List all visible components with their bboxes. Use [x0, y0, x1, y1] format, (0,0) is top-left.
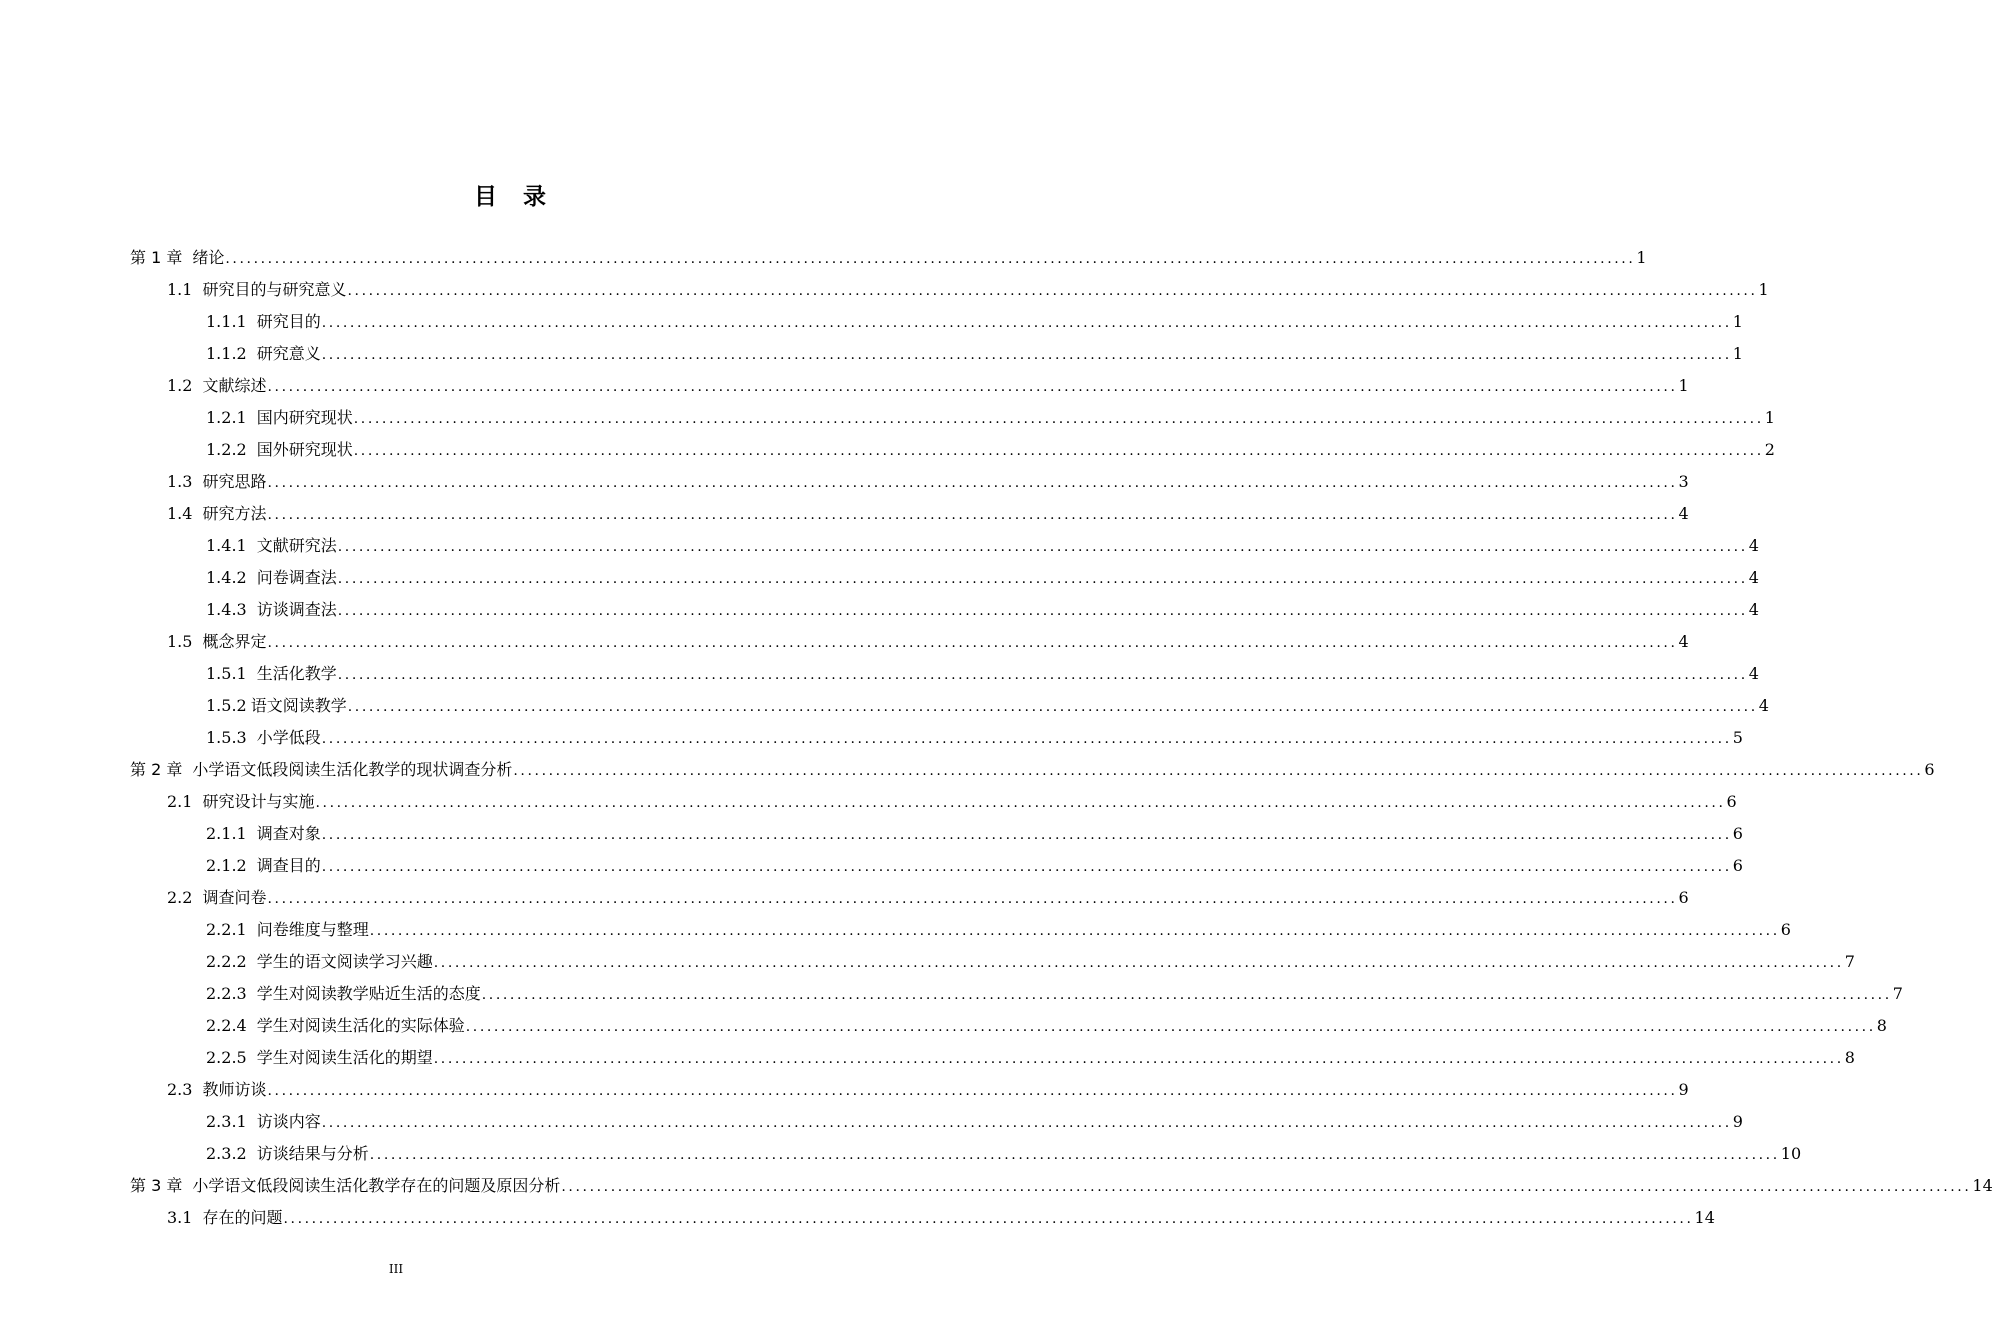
toc-entry-number: 1.5.2	[206, 696, 247, 715]
toc-entry[interactable]	[206, 562, 1759, 594]
dot-leader: ........................................................................................................................................................................................................	[225, 251, 1636, 267]
dot-leader: ........................................................................................................................................................................................................	[513, 763, 1924, 779]
toc-entry-number: 第 3 章	[130, 1176, 183, 1195]
toc-entry-label: 学生对阅读生活化的期望	[256, 1048, 433, 1067]
toc-entry[interactable]	[206, 1106, 1743, 1138]
toc-entry-label: 调查目的	[256, 856, 321, 875]
toc-entry-label: 访谈内容	[256, 1112, 321, 1131]
dot-leader: ........................................................................................................................................................................................................	[369, 923, 1780, 939]
toc-entry-label: 概念界定	[202, 632, 267, 651]
toc-entry[interactable]	[167, 1074, 1689, 1106]
dot-leader: ........................................................................................................................................................................................................	[353, 411, 1764, 427]
toc-entry-page: 8	[1844, 1048, 1855, 1067]
toc-entry-number: 1.4.3	[206, 600, 247, 619]
toc-entry-number: 1.2	[167, 376, 193, 395]
toc-entry-label: 学生对阅读教学贴近生活的态度	[256, 984, 481, 1003]
dot-leader: ........................................................................................................................................................................................................	[267, 475, 1678, 491]
toc-entry-page: 7	[1892, 984, 1903, 1003]
toc-entry-number: 1.4	[167, 504, 193, 523]
toc-entry-page: 4	[1758, 696, 1769, 715]
toc-entry[interactable]	[167, 274, 1769, 306]
toc-entry-page: 6	[1678, 888, 1689, 907]
dot-leader: ........................................................................................................................................................................................................	[337, 571, 1748, 587]
toc-entry-page: 4	[1748, 568, 1759, 587]
toc-entry[interactable]	[206, 914, 1791, 946]
toc-entry[interactable]	[206, 1010, 1887, 1042]
toc-entry-number: 1.3	[167, 472, 193, 491]
dot-leader: ........................................................................................................................................................................................................	[267, 891, 1678, 907]
toc-entry-number: 1.4.2	[206, 568, 247, 587]
toc-entry-page: 14	[1694, 1208, 1715, 1227]
toc-entry-label: 研究思路	[202, 472, 267, 491]
toc-entry-label: 研究意义	[256, 344, 321, 363]
toc-entry-page: 7	[1844, 952, 1855, 971]
dot-leader: ........................................................................................................................................................................................................	[347, 283, 1758, 299]
toc-entry[interactable]	[206, 1042, 1855, 1074]
toc-entry-page: 2	[1764, 440, 1775, 459]
dot-leader: ........................................................................................................................................................................................................	[315, 795, 1726, 811]
toc-entry-number: 2.2	[167, 888, 193, 907]
toc-entry-number: 2.3.2	[206, 1144, 247, 1163]
toc-entry[interactable]	[130, 754, 1935, 786]
toc-entry-number: 2.1.1	[206, 824, 247, 843]
toc-entry[interactable]	[206, 306, 1743, 338]
toc-entry-page: 6	[1780, 920, 1791, 939]
toc-entry[interactable]	[167, 370, 1689, 402]
toc-entry-label: 学生对阅读生活化的实际体验	[256, 1016, 465, 1035]
toc-entry-number: 2.3.1	[206, 1112, 247, 1131]
toc-entry-label: 研究方法	[202, 504, 267, 523]
toc-entry-page: 5	[1732, 728, 1743, 747]
dot-leader: ........................................................................................................................................................................................................	[433, 955, 1844, 971]
toc-entry-number: 1.5.3	[206, 728, 247, 747]
toc-entry-number: 2.3	[167, 1080, 193, 1099]
dot-leader: ........................................................................................................................................................................................................	[337, 603, 1748, 619]
toc-entry-page: 1	[1732, 344, 1743, 363]
dot-leader: ........................................................................................................................................................................................................	[337, 539, 1748, 555]
toc-entry-number: 第 1 章	[130, 248, 183, 267]
toc-entry-page: 10	[1780, 1144, 1802, 1163]
toc-title-char-2: 录	[523, 184, 546, 210]
toc-entry-page: 1	[1764, 408, 1775, 427]
toc-entry[interactable]	[206, 978, 1903, 1010]
dot-leader: ........................................................................................................................................................................................................	[267, 379, 1678, 395]
toc-entry-label: 教师访谈	[202, 1080, 267, 1099]
toc-entry[interactable]	[130, 242, 1647, 274]
toc-entry-label: 小学语文低段阅读生活化教学存在的问题及原因分析	[192, 1176, 561, 1195]
toc-entry-number: 第 2 章	[130, 760, 183, 779]
toc-entry-number: 2.2.1	[206, 920, 247, 939]
toc-entry-label: 国内研究现状	[256, 408, 353, 427]
toc-entry-number: 2.2.3	[206, 984, 247, 1003]
toc-entry-page: 4	[1678, 632, 1689, 651]
dot-leader: ........................................................................................................................................................................................................	[347, 699, 1758, 715]
dot-leader: ........................................................................................................................................................................................................	[337, 667, 1748, 683]
toc-entry-label: 生活化教学	[256, 664, 337, 683]
toc-entry-number: 1.5	[167, 632, 193, 651]
toc-entry[interactable]	[206, 338, 1743, 370]
dot-leader: ........................................................................................................................................................................................................	[283, 1211, 1694, 1227]
toc-entry-page: 1	[1678, 376, 1689, 395]
toc-entry[interactable]	[206, 594, 1759, 626]
dot-leader: ........................................................................................................................................................................................................	[321, 731, 1732, 747]
toc-entry[interactable]	[206, 402, 1775, 434]
toc-entry-label: 访谈结果与分析	[256, 1144, 369, 1163]
toc-entry-page: 6	[1924, 760, 1935, 779]
dot-leader: ........................................................................................................................................................................................................	[321, 315, 1732, 331]
toc-entry-number: 2.2.4	[206, 1016, 247, 1035]
toc-entry-number: 1.2.1	[206, 408, 247, 427]
toc-entry-label: 调查问卷	[202, 888, 267, 907]
toc-entry[interactable]	[206, 530, 1759, 562]
dot-leader: ........................................................................................................................................................................................................	[321, 827, 1732, 843]
toc-entry-page: 8	[1876, 1016, 1887, 1035]
toc-entry[interactable]	[130, 1170, 1993, 1202]
toc-entry-label: 学生的语文阅读学习兴趣	[256, 952, 433, 971]
dot-leader: ........................................................................................................................................................................................................	[321, 859, 1732, 875]
toc-entry-page: 4	[1748, 600, 1759, 619]
toc-entry-label: 研究目的	[256, 312, 321, 331]
toc-entry[interactable]	[167, 882, 1689, 914]
toc-title	[0, 178, 1020, 211]
toc-entry-page: 6	[1732, 856, 1743, 875]
dot-leader: ........................................................................................................................................................................................................	[321, 1115, 1732, 1131]
toc-entry-number: 2.1.2	[206, 856, 247, 875]
toc-entry-page: 1	[1732, 312, 1743, 331]
toc-entry-label: 小学低段	[256, 728, 321, 747]
toc-entry[interactable]	[206, 850, 1743, 882]
dot-leader: ........................................................................................................................................................................................................	[267, 507, 1678, 523]
toc-entry-number: 1.1.2	[206, 344, 247, 363]
toc-entry-label: 语文阅读教学	[250, 696, 347, 715]
toc-entry[interactable]	[167, 498, 1689, 530]
toc-entry[interactable]	[206, 690, 1769, 722]
toc-entry-label: 小学语文低段阅读生活化教学的现状调查分析	[192, 760, 513, 779]
toc-entry[interactable]	[206, 434, 1775, 466]
dot-leader: ........................................................................................................................................................................................................	[561, 1179, 1972, 1195]
toc-entry-label: 问卷调查法	[256, 568, 337, 587]
toc-entry-number: 3.1	[167, 1208, 193, 1227]
toc-entry-number: 1.5.1	[206, 664, 247, 683]
toc-entry-number: 1.2.2	[206, 440, 247, 459]
dot-leader: ........................................................................................................................................................................................................	[267, 1083, 1678, 1099]
toc-entry-page: 4	[1748, 536, 1759, 555]
toc-entry-label: 文献综述	[202, 376, 267, 395]
toc-entry[interactable]	[167, 626, 1689, 658]
toc-entry[interactable]	[206, 1138, 1802, 1170]
dot-leader: ........................................................................................................................................................................................................	[353, 443, 1764, 459]
toc-entry-label: 问卷维度与整理	[256, 920, 369, 939]
toc-entry[interactable]	[167, 466, 1689, 498]
dot-leader: ........................................................................................................................................................................................................	[433, 1051, 1844, 1067]
toc-entry-page: 14	[1972, 1176, 1993, 1195]
toc-entry-page: 4	[1748, 664, 1759, 683]
toc-entry-label: 国外研究现状	[256, 440, 353, 459]
page-number: III	[388, 1262, 404, 1276]
toc-entry-page: 6	[1732, 824, 1743, 843]
toc-entry-page: 1	[1758, 280, 1769, 299]
toc-entry-page: 3	[1678, 472, 1689, 491]
toc-entry-label: 研究目的与研究意义	[202, 280, 347, 299]
dot-leader: ........................................................................................................................................................................................................	[481, 987, 1892, 1003]
toc-entry-number: 2.2.2	[206, 952, 247, 971]
toc-entry[interactable]	[206, 722, 1743, 754]
toc-entry-label: 绪论	[192, 248, 225, 267]
toc-entry[interactable]	[206, 658, 1759, 690]
toc-entry-page: 9	[1732, 1112, 1743, 1131]
toc-entry-number: 2.1	[167, 792, 193, 811]
toc-entry[interactable]	[167, 1202, 1715, 1234]
toc-entry[interactable]	[167, 786, 1737, 818]
toc-entry-page: 6	[1726, 792, 1737, 811]
toc-entry-label: 文献研究法	[256, 536, 337, 555]
toc-entry[interactable]	[206, 818, 1743, 850]
toc-entry-page: 9	[1678, 1080, 1689, 1099]
toc-title-char-1: 目	[474, 184, 497, 210]
dot-leader: ........................................................................................................................................................................................................	[465, 1019, 1876, 1035]
toc-entry-label: 存在的问题	[202, 1208, 283, 1227]
toc-entry-number: 1.1	[167, 280, 193, 299]
dot-leader: ........................................................................................................................................................................................................	[267, 635, 1678, 651]
toc-entry-label: 访谈调查法	[256, 600, 337, 619]
toc-entry-number: 2.2.5	[206, 1048, 247, 1067]
dot-leader: ........................................................................................................................................................................................................	[369, 1147, 1780, 1163]
toc-entry-number: 1.1.1	[206, 312, 247, 331]
toc-entry-label: 调查对象	[256, 824, 321, 843]
toc-entry-label: 研究设计与实施	[202, 792, 315, 811]
toc-entry-page: 4	[1678, 504, 1689, 523]
toc-entry-page: 1	[1636, 248, 1647, 267]
toc-entry[interactable]	[206, 946, 1855, 978]
toc-entry-number: 1.4.1	[206, 536, 247, 555]
dot-leader: ........................................................................................................................................................................................................	[321, 347, 1732, 363]
